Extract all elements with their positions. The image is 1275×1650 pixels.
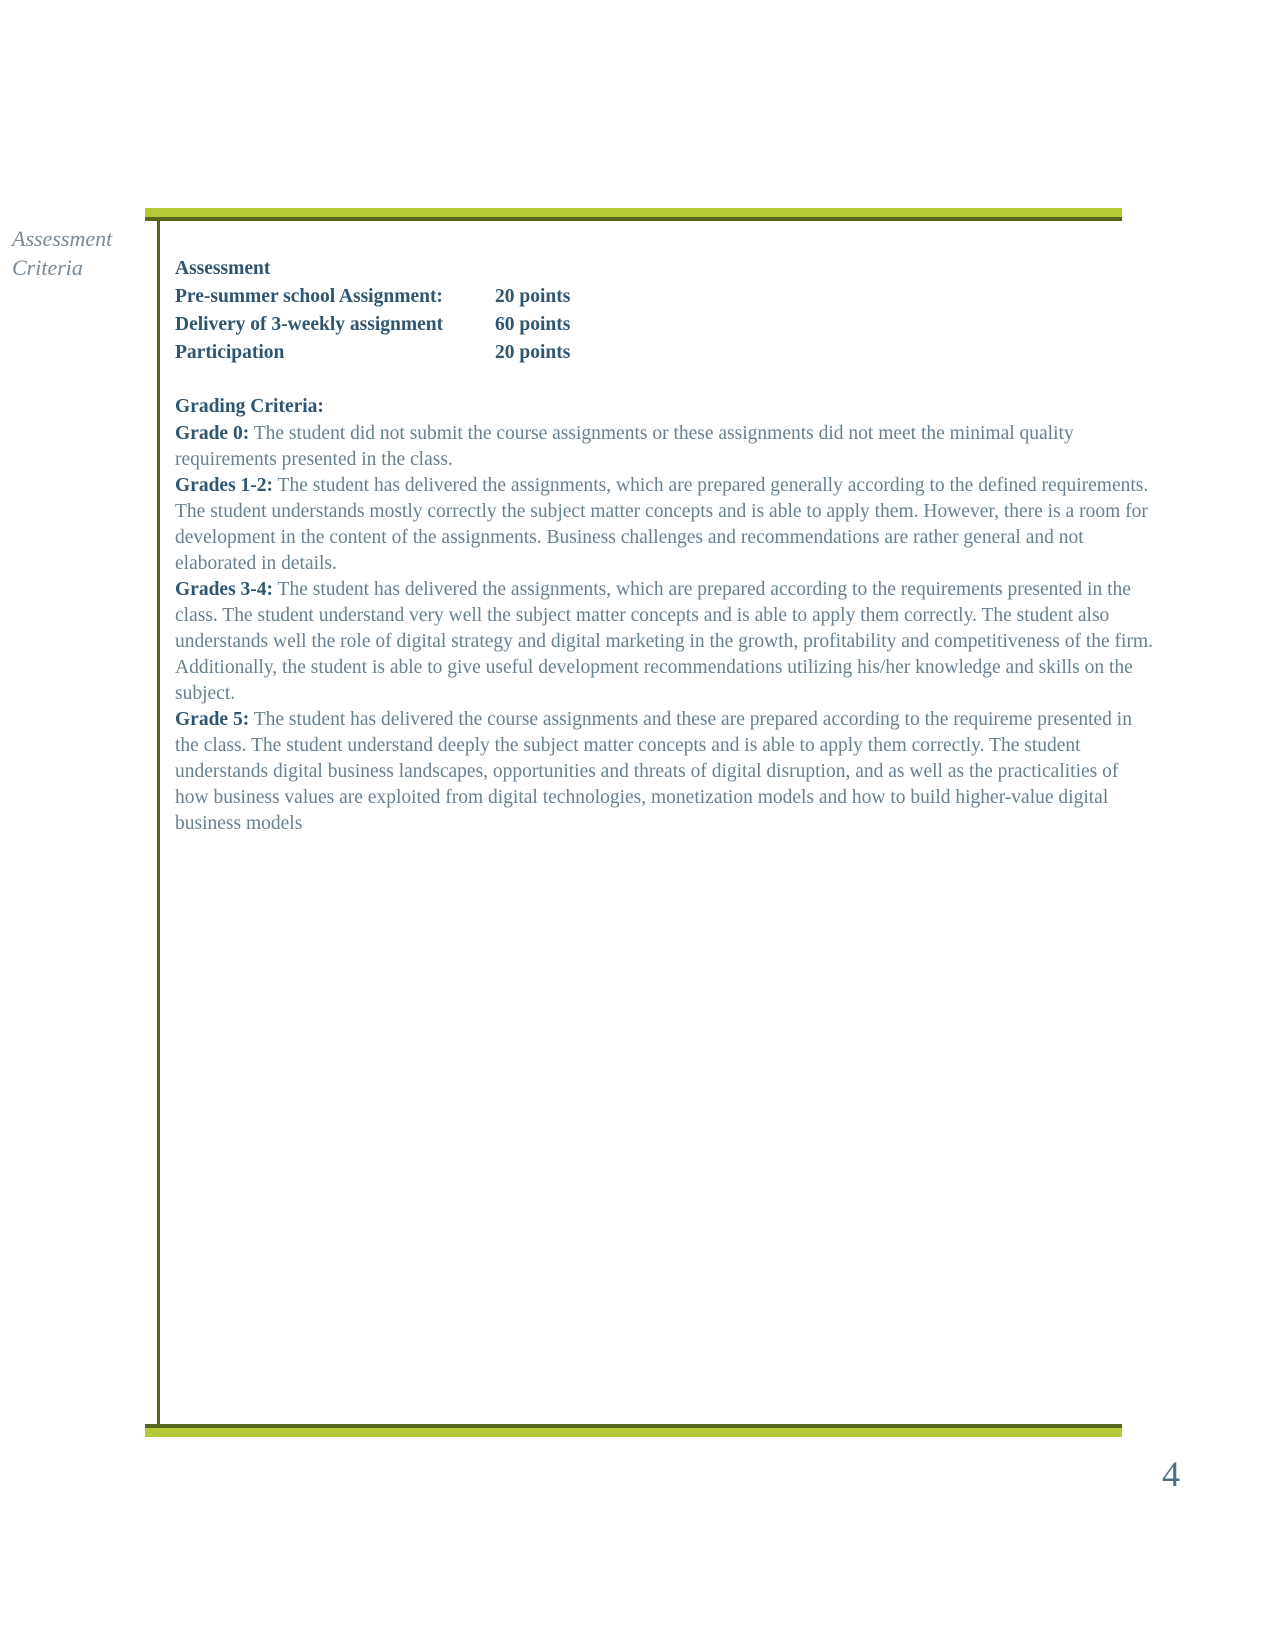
top-rule-dark [145,217,1122,221]
vertical-rule [157,221,160,1424]
sidebar-section-label [12,224,137,282]
grade-item-text: The student has delivered the assignments, which are prepared according to the requirements presented in the class. The student understand very well the subject matter concepts and is able to apply them correctly. The student also understands well the role of digital strategy and digital marketing in the growth, profitability and competitiveness of the firm. Additionally, the student is able to give useful development recommendations utilizing his/her knowledge and skills on the subject. [175,579,1154,704]
assessment-row [175,339,570,367]
assessment-row-label: Delivery of 3-weekly assignment [175,314,444,335]
assessment-row [175,283,570,311]
assessment-row-label: Participation [175,342,285,363]
assessment-row-label: Pre-summer school Assignment: [175,286,443,307]
grade-item [175,421,1155,473]
sidebar-label-line2: Criteria [12,255,83,280]
grade-item-text: The student has delivered the assignments, which are prepared generally according to the defined requirements. The student understands mostly correctly the subject matter concepts and is able to apply them. However, there is a room for development in the content of the assignments. Business challenges and recommendations are rather general and not elaborated in details. [175,475,1149,574]
main-content [175,255,1155,837]
grade-item-text: The student did not submit the course assignments or these assignments did not meet the minimal quality requirements presented in the class. [175,423,1074,470]
assessment-points-table [175,283,570,367]
grade-item [175,577,1155,707]
sidebar-label-line1: Assessment [12,226,113,251]
grade-item-lead: Grade 0: [175,423,250,444]
grading-criteria-heading: Grading Criteria: [175,396,324,417]
assessment-row-points: 20 points [495,286,571,307]
page-number: 4 [1162,1454,1180,1494]
assessment-row-points: 20 points [495,342,571,363]
grade-item [175,707,1155,837]
top-rule-light [145,208,1122,217]
assessment-heading: Assessment [175,258,271,279]
grade-item-text: The student has delivered the course assignments and these are prepared according to the requireme presented in the class. The student understand deeply the subject matter concepts and is able to apply them correctly. The student understands digital business landscapes, opportunities and threats of digital disruption, and as well as the practicalities of how business values are exploited from digital technologies, monetization models and how to build higher-value digital business models [175,709,1132,834]
grade-item-lead: Grade 5: [175,709,250,730]
assessment-row-points: 60 points [495,314,571,335]
assessment-row [175,311,570,339]
grade-item-lead: Grades 1-2: [175,475,274,496]
grade-item-lead: Grades 3-4: [175,579,274,600]
grade-item [175,473,1155,577]
bottom-rule-light [145,1428,1122,1437]
spacer [175,367,1155,393]
